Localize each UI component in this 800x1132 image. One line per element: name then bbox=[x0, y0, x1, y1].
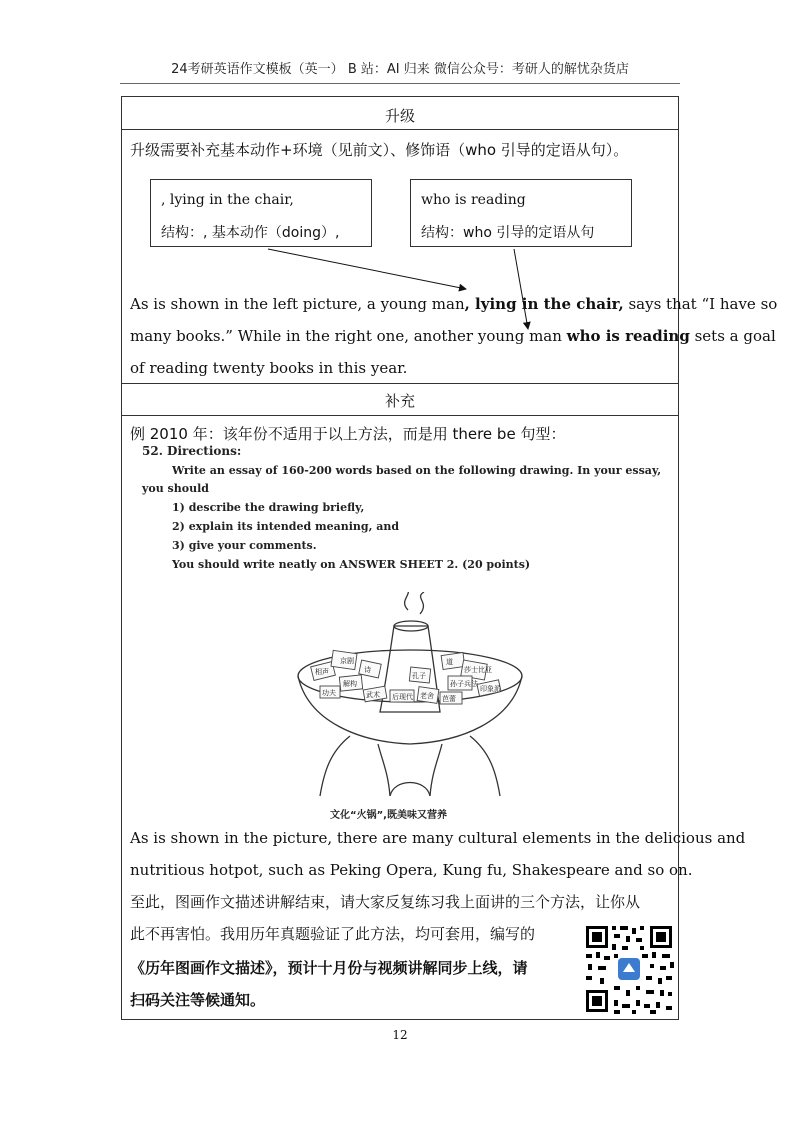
qr-code-image bbox=[580, 920, 678, 1018]
hotpot-label: 解构 bbox=[343, 680, 357, 688]
stand-leg-right bbox=[470, 736, 500, 796]
closing-line-1: 至此，图画作文描述讲解结束，请大家反复练习我上面讲的三个方法，让你从 bbox=[130, 893, 641, 911]
figure-caption: 文化“火锅”,既美味又营养 bbox=[330, 810, 447, 821]
answer-line-1: As is shown in the picture, there are many cultural elements in the delicious and bbox=[130, 829, 746, 847]
hotpot-label: 武术 bbox=[366, 691, 380, 699]
box-right-structure: 结构：who 引导的定语从句 bbox=[421, 225, 595, 241]
hotpot-label: 芭蕾 bbox=[442, 695, 456, 703]
hotpot-label: 相声 bbox=[315, 668, 329, 676]
directions-item-2: 2) explain its intended meaning, and bbox=[172, 520, 400, 533]
hotpot-label: 老舍 bbox=[420, 692, 434, 700]
hotpot-label: 莎士比亚 bbox=[464, 666, 492, 674]
directions-line-2: you should bbox=[142, 482, 209, 495]
steam-line bbox=[420, 592, 424, 614]
divider bbox=[122, 383, 678, 384]
hotpot-label: 道 bbox=[446, 658, 453, 666]
supplement-intro: 例 2010 年：该年份不适用于以上方法，而是用 there be 句型： bbox=[130, 425, 566, 443]
closing-line-3: 《历年图画作文描述》，预计十月份与视频讲解同步上线，请 bbox=[130, 959, 528, 977]
hotpot-label: 孔子 bbox=[412, 672, 426, 680]
hotpot-label: 诗 bbox=[364, 666, 371, 674]
exam-directions-figure bbox=[140, 442, 660, 822]
box-left-structure: 结构：, 基本动作（doing）, bbox=[161, 225, 340, 241]
hotpot-label: 印象派 bbox=[480, 685, 501, 693]
upgrade-intro: 升级需要补充基本动作+环境（见前文）、修饰语（who 引导的定语从句）。 bbox=[130, 141, 629, 159]
hotpot-label: 孙子兵法 bbox=[450, 680, 478, 688]
directions-line-1: Write an essay of 160-200 words based on the following drawing. In your essay, bbox=[172, 464, 662, 477]
closing-line-2: 此不再害怕。我用历年真题验证了此方法，均可套用，编写的 bbox=[130, 925, 536, 943]
stand-inner bbox=[378, 744, 442, 796]
arrow-right bbox=[514, 249, 528, 329]
directions-heading: 52. Directions: bbox=[142, 444, 242, 458]
hotpot-label: 后现代 bbox=[392, 693, 413, 701]
stand-leg-left bbox=[320, 736, 350, 796]
divider bbox=[122, 415, 678, 416]
box-right-phrase: who is reading bbox=[421, 192, 526, 208]
section-title-supplement: 补充 bbox=[384, 392, 415, 410]
upgrade-example-line-3: of reading twenty books in this year. bbox=[130, 359, 408, 377]
arrows bbox=[122, 97, 778, 357]
arrow-left bbox=[268, 249, 466, 289]
page-number: 12 bbox=[392, 1028, 408, 1042]
hotpot-drawing bbox=[290, 592, 530, 804]
header-rule bbox=[120, 83, 680, 84]
upgrade-example-line-2: many books.” While in the right one, another young man who is reading sets a goal bbox=[130, 327, 776, 345]
directions-line-end: You should write neatly on ANSWER SHEET 2. (20 points) bbox=[172, 558, 531, 571]
hotpot-label: 京剧 bbox=[340, 657, 354, 665]
upgrade-example-line-1: As is shown in the left picture, a young man, lying in the chair, says that “I have so bbox=[130, 295, 778, 313]
answer-line-2: nutritious hotpot, such as Peking Opera, Kung fu, Shakespeare and so on. bbox=[130, 861, 693, 879]
ingredient-block bbox=[441, 653, 465, 670]
directions-item-3: 3) give your comments. bbox=[172, 539, 317, 552]
section-title-upgrade: 升级 bbox=[384, 107, 415, 125]
hotpot-label: 功夫 bbox=[322, 689, 336, 697]
qr-code[interactable] bbox=[580, 920, 678, 1018]
steam-line bbox=[405, 592, 409, 610]
closing-line-4: 扫码关注等候通知。 bbox=[130, 991, 266, 1009]
box-left-phrase: , lying in the chair, bbox=[161, 192, 294, 208]
stand-arch bbox=[390, 783, 430, 797]
directions-item-1: 1) describe the drawing briefly, bbox=[172, 501, 365, 514]
page-header: 24考研英语作文模板（英一） B 站：AI 归来 微信公众号：考研人的解忧杂货店 bbox=[171, 62, 629, 77]
